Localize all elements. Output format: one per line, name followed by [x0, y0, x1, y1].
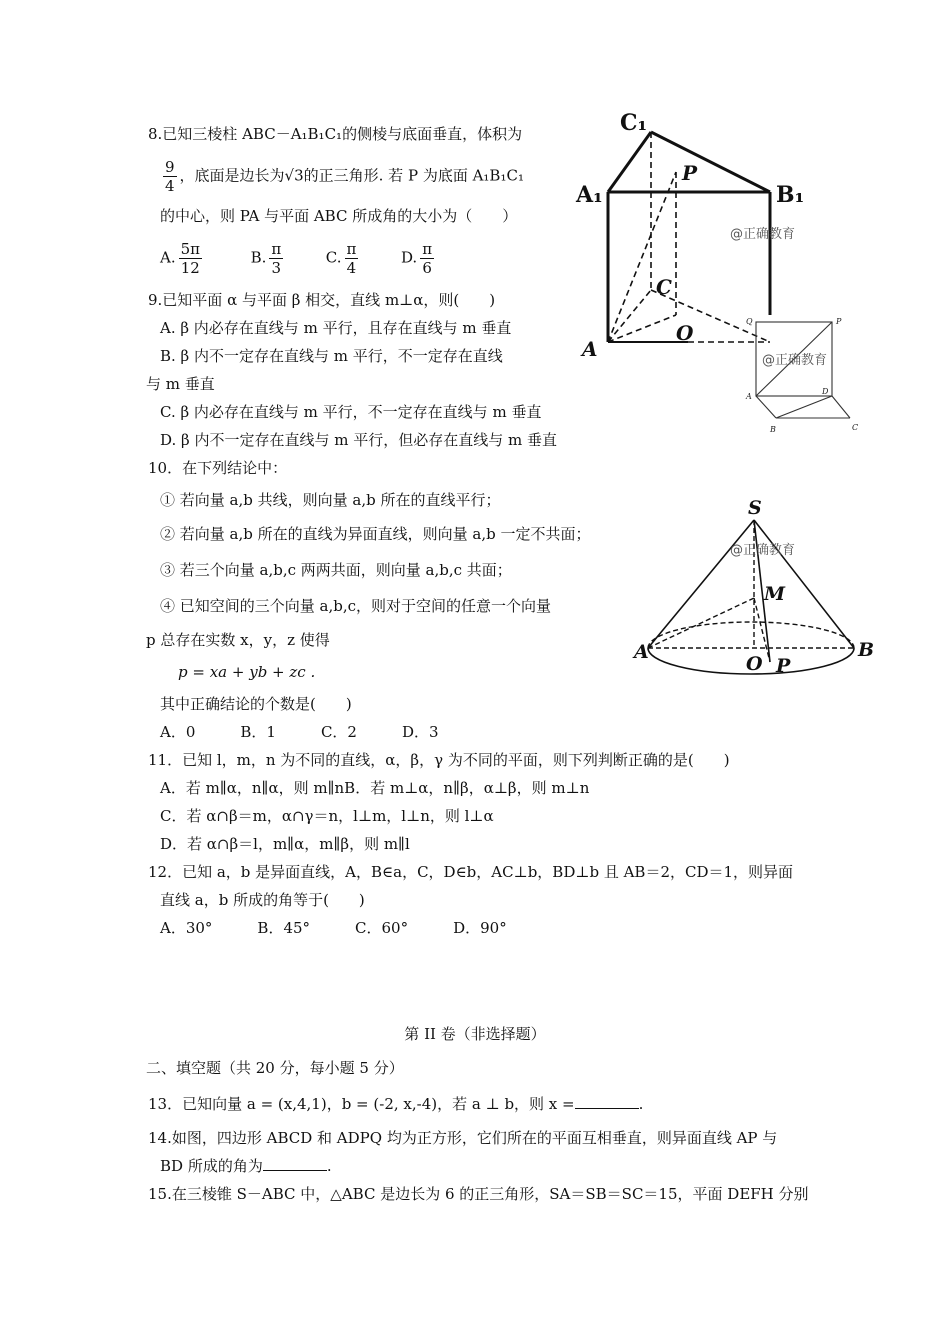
- q10-statement-3: ③ 若三个向量 a,b,c 两两共面，则向量 a,b,c 共面；: [160, 561, 512, 579]
- q14-answer-blank: [263, 1156, 327, 1171]
- section-title: 第 II 卷（非选择题）: [404, 1025, 546, 1043]
- prism-label-c: C: [656, 275, 672, 299]
- squares-label-c: C: [852, 423, 859, 432]
- q8-options: A. $\frac{5\pi}{12}$ B. $\frac{\pi}{3}$ C. $\frac{\pi}{4}$ D. $\frac{\pi}{6}$: [160, 240, 433, 277]
- q11-option-c: C．若 α∩β＝m，α∩γ＝n，l⊥m，l⊥n，则 l⊥α: [160, 807, 494, 825]
- squares-figure: [740, 312, 870, 442]
- prism-label-o: O: [676, 321, 694, 345]
- squares-label-b: B: [770, 425, 776, 434]
- q8-opt-d: D.: [400, 248, 418, 267]
- cone-svg: [630, 494, 880, 684]
- q8-opt-c: C.: [325, 248, 342, 267]
- q13-text: 13．已知向量 a = (x,4,1)，b = (-2, x,-4)，若 a ⊥ b，则 x =: [148, 1095, 575, 1113]
- q10-statement-4b: p 总存在实数 x，y，z 使得: [146, 631, 330, 649]
- prism-label-b1: B₁: [776, 182, 805, 208]
- q8-line2-wrap: [160, 158, 524, 195]
- q8-opt-b: B.: [250, 248, 267, 267]
- q9-option-b: B. β 内不一定存在直线与 m 平行，不一定存在直线: [160, 347, 503, 365]
- q13-answer-blank: [575, 1094, 639, 1109]
- q8-line1: 8.已知三棱柱 ABC－A₁B₁C₁的侧棱与底面垂直，体积为: [148, 125, 523, 143]
- q14-line-2: BD 所成的角为: [160, 1157, 263, 1175]
- cone-watermark: @正确教育: [730, 543, 796, 558]
- q10-stem: 10．在下列结论中：: [148, 459, 288, 477]
- cone-label-p: P: [776, 655, 791, 677]
- q13-line: 13．已知向量 a = (x,4,1)，b = (-2, x,-4)，若 a ⊥ b，则 x = .: [148, 1095, 644, 1113]
- q11-option-d: D．若 α∩β＝l，m∥α，m∥β，则 m∥l: [160, 835, 410, 853]
- q10-options: A．0 B．1 C．2 D．3: [160, 723, 439, 741]
- q10-statement-4: ④ 已知空间的三个向量 a,b,c，则对于空间的任意一个向量: [160, 597, 552, 615]
- q11-options-ab: A．若 m∥α，n∥α，则 m∥nB．若 m⊥α，n∥β，α⊥β，则 m⊥n: [160, 779, 590, 797]
- prism-label-c1: C₁: [620, 110, 648, 136]
- q14-line-1: 14.如图，四边形 ABCD 和 ADPQ 均为正方形，它们所在的平面互相垂直，则异面直线 AP 与: [148, 1129, 778, 1147]
- q12-options: A．30° B．45° C．60° D．90°: [160, 919, 507, 937]
- prism-watermark: @正确教育: [730, 227, 796, 242]
- squares-label-a: A: [746, 392, 752, 401]
- squares-label-p: P: [836, 317, 842, 326]
- cone-label-s: S: [748, 497, 762, 519]
- q15-line-1: 15.在三棱锥 S－ABC 中，△ABC 是边长为 6 的正三角形，SA＝SB＝SC＝15，平面 DEFH 分别: [148, 1185, 809, 1203]
- q8-opt-a: A.: [160, 248, 176, 267]
- section-part-heading: 二、填空题（共 20 分，每小题 5 分）: [146, 1059, 404, 1077]
- squares-label-d: D: [822, 387, 829, 396]
- q8-line3: 的中心，则 PA 与平面 ABC 所成角的大小为（ ）: [160, 207, 518, 225]
- q11-stem: 11．已知 l，m，n 为不同的直线，α，β，γ 为不同的平面，则下列判断正确的是( ): [148, 751, 730, 769]
- q8-line2: ，底面是边长为√3的正三角形. 若 P 为底面 A₁B₁C₁: [179, 166, 524, 185]
- cone-label-o: O: [746, 653, 763, 675]
- q12-stem-1: 12．已知 a，b 是异面直线，A，B∈a，C，D∈b，AC⊥b，BD⊥b 且 AB＝2，CD＝1，则异面: [148, 863, 794, 881]
- q9-option-a: A. β 内必存在直线与 m 平行，且存在直线与 m 垂直: [160, 319, 512, 337]
- squares-watermark: @正确教育: [762, 353, 828, 368]
- cone-label-b: B: [858, 639, 875, 661]
- q14-line-2-wrap: BD 所成的角为 .: [160, 1157, 332, 1175]
- cone-label-a: A: [634, 641, 649, 663]
- q10-statement-2: ② 若向量 a,b 所在的直线为异面直线，则向量 a,b 一定不共面；: [160, 525, 591, 543]
- q10-ask: 其中正确结论的个数是( ): [160, 695, 352, 713]
- prism-label-a: A: [582, 337, 598, 361]
- cone-label-m: M: [764, 583, 786, 605]
- prism-label-a1: A₁: [576, 182, 603, 208]
- q9-option-c: C. β 内必存在直线与 m 平行，不一定存在直线与 m 垂直: [160, 403, 542, 421]
- q10-formula: p = xa + yb + zc .: [178, 663, 316, 681]
- squares-label-q: Q: [746, 317, 753, 326]
- squares-svg: [740, 312, 870, 442]
- q12-stem-2: 直线 a，b 所成的角等于( ): [160, 891, 365, 909]
- q9-stem: 9.已知平面 α 与平面 β 相交，直线 m⊥α，则( ): [148, 291, 496, 309]
- q8-fraction: $\frac{9}{4}$: [165, 158, 175, 195]
- q9-option-b-cont: 与 m 垂直: [146, 375, 215, 393]
- q9-option-d: D. β 内不一定存在直线与 m 平行，但必存在直线与 m 垂直: [160, 431, 557, 449]
- q10-statement-1: ① 若向量 a,b 共线，则向量 a,b 所在的直线平行；: [160, 491, 501, 509]
- cone-figure: [630, 494, 880, 684]
- prism-label-p: P: [682, 161, 698, 185]
